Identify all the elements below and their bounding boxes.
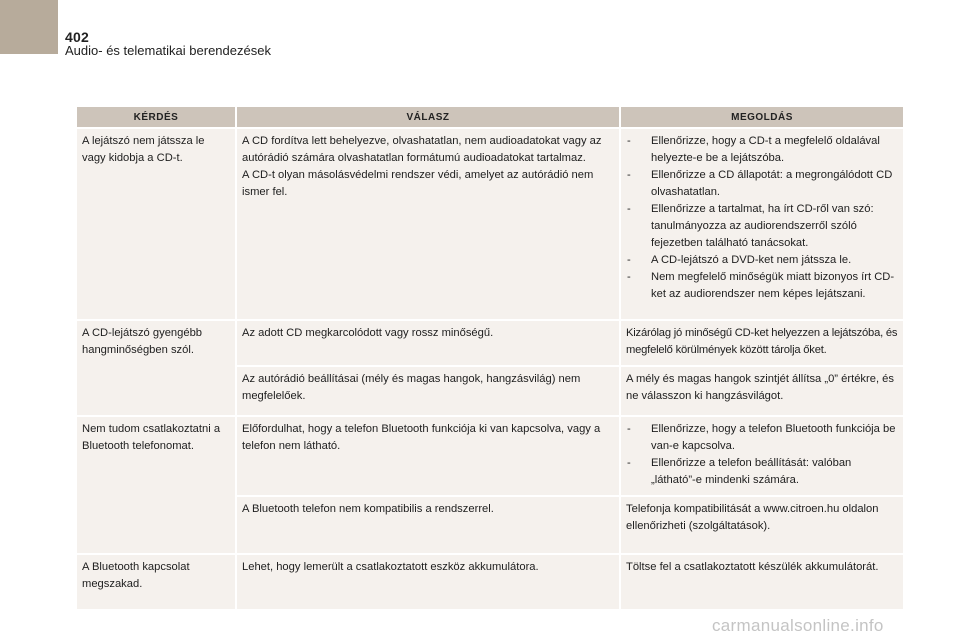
solution-cell: A mély és magas hangok szintjét állítsa „0” értékre, és ne válasszon ki hangzásvilágot. <box>621 367 903 415</box>
solution-cell: Telefonja kompatibilitását a www.citroen.hu oldalon ellenőrizheti (szolgáltatások). <box>621 497 903 553</box>
table-header-row <box>77 107 903 127</box>
solution-item: - Ellenőrizze, hogy a telefon Bluetooth funkciója be van-e kapcsolva. <box>626 421 898 455</box>
question-cell: Nem tudom csatlakoztatni a Bluetooth telefonomat. <box>77 417 235 553</box>
solution-item: - Ellenőrizze a telefon beállítását: valóban „látható”-e mindenki számára. <box>626 455 898 489</box>
question-cell: A lejátszó nem játssza le vagy kidobja a CD-t. <box>77 129 235 319</box>
question-cell: A CD-lejátszó gyengébb hangminőségben szól. <box>77 321 235 415</box>
solution-list <box>626 421 898 489</box>
answer-cell: Előfordulhat, hogy a telefon Bluetooth funkciója ki van kapcsolva, vagy a telefon nem látható. <box>237 417 619 495</box>
section-title: Audio- és telematikai berendezések <box>65 43 271 58</box>
question-cell: A Bluetooth kapcsolat megszakad. <box>77 555 235 609</box>
table-row <box>77 555 903 609</box>
solution-cell <box>621 129 903 319</box>
column-header-answer: VÁLASZ <box>237 107 619 127</box>
corner-tab <box>0 0 58 54</box>
page-number: 402 <box>65 29 89 45</box>
solution-item: - A CD-lejátszó a DVD-ket nem játssza le. <box>626 252 898 269</box>
solution-item: - Nem megfelelő minőségük miatt bizonyos írt CD-ket az audiorendszer nem képes lejátszani. <box>626 269 898 303</box>
faq-table <box>75 105 905 611</box>
answer-cell: Az autórádió beállításai (mély és magas hangok, hangzásvilág) nem megfelelőek. <box>237 367 619 415</box>
solution-list <box>626 133 898 303</box>
column-header-question: KÉRDÉS <box>77 107 235 127</box>
answer-cell: A CD fordítva lett behelyezve, olvashatatlan, nem audioadatokat vagy az autórádió számára olvashatatlan formátumú audioadatokat tartalmaz. A CD-t olyan másolásvédelmi rendszer védi, amelyet az autórádió nem ismer fel. <box>237 129 619 319</box>
table-row <box>77 417 903 495</box>
solution-cell: Kizárólag jó minőségű CD-ket helyezzen a lejátszóba, és megfelelő körülmények között tárolja őket. <box>621 321 903 365</box>
solution-cell: Töltse fel a csatlakoztatott készülék akkumulátorát. <box>621 555 903 609</box>
answer-cell: Az adott CD megkarcolódott vagy rossz minőségű. <box>237 321 619 365</box>
solution-item: - Ellenőrizze a tartalmat, ha írt CD-ről van szó: tanulmányozza az audiorendszerről szóló fejezetben található tanácsokat. <box>626 201 898 252</box>
watermark: carmanualsonline.info <box>712 616 884 635</box>
answer-cell: Lehet, hogy lemerült a csatlakoztatott eszköz akkumulátora. <box>237 555 619 609</box>
solution-cell <box>621 417 903 495</box>
solution-item: - Ellenőrizze, hogy a CD-t a megfelelő oldalával helyezte-e be a lejátszóba. <box>626 133 898 167</box>
table-row <box>77 321 903 365</box>
answer-cell: A Bluetooth telefon nem kompatibilis a rendszerrel. <box>237 497 619 553</box>
column-header-solution: MEGOLDÁS <box>621 107 903 127</box>
solution-item: - Ellenőrizze a CD állapotát: a megrongálódott CD olvashatatlan. <box>626 167 898 201</box>
table-row <box>77 129 903 319</box>
